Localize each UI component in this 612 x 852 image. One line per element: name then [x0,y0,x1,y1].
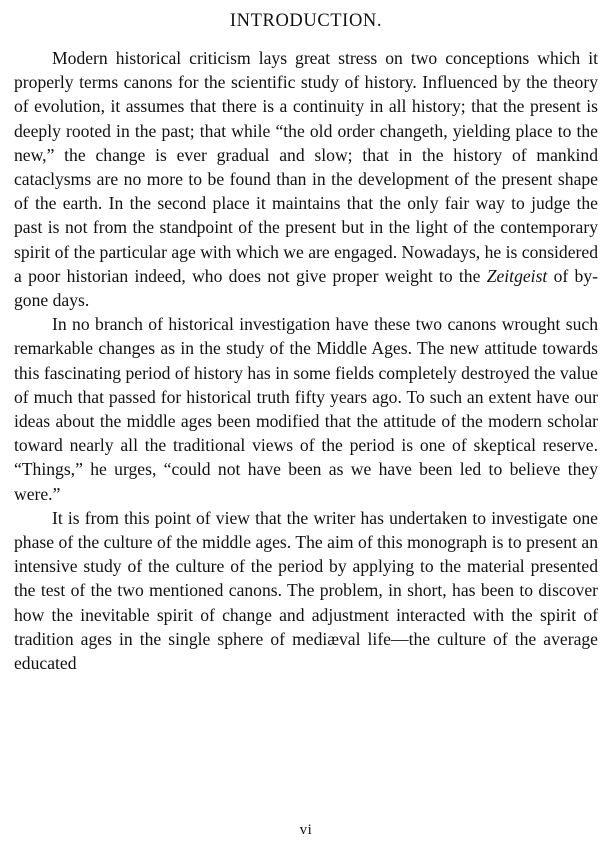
paragraph-2: In no branch of historical investigation have these two canons wrought such remarkable changes as in the study of the Middle Ages. The new attitude towards this fascinating period of history has in some fields completely destroyed the value of much that passed for historical truth fifty years ago. To such an extent have our ideas about the middle ages been modified that the attitude of the modern scholar toward nearly all the traditional views of the period is one of skeptical reserve. “Things,” he urges, “could not have been as we have been led to believe they were.” [14,314,598,504]
introduction-body [14,46,598,675]
paragraph-1-ending: of by-gone days. [14,265,598,311]
paragraph-1 [14,46,598,312]
page-number: vi [299,822,313,838]
page-title: INTRODUCTION. [229,11,383,31]
zeitgeist-term: Zeitgeist [486,265,548,286]
paragraph-1-text: Modern historical criticism lays great stress on two conceptions which it properly terms canons for the scientific study of history. Influenced by the theory of evolution, it assumes that there is a continuity in all history; that the present is deeply rooted in the past; that while “the old order changeth, yielding place to the new,” the change is ever gradual and slow; that in the history of mankind cataclysms are no more to be found than in the development of the present shape of the earth. In the second place it maintains that the only fair way to judge the past is not from the standpoint of the present but in the light of the contemporary spirit of the particular age with which we are engaged. Nowadays, he is considered a poor historian indeed, who does not give proper weight to the [14,48,598,286]
paragraph-3: It is from this point of view that the writer has undertaken to investigate one phase of the culture of the middle ages. The aim of this monograph is to present an intensive study of the culture of the period by applying to the material presented the test of the two mentioned canons. The problem, in short, has been to discover how the inevitable spirit of change and adjustment interacted with the spirit of tradition ages in the single sphere of mediæval life—the culture of the average educated [14,507,598,674]
